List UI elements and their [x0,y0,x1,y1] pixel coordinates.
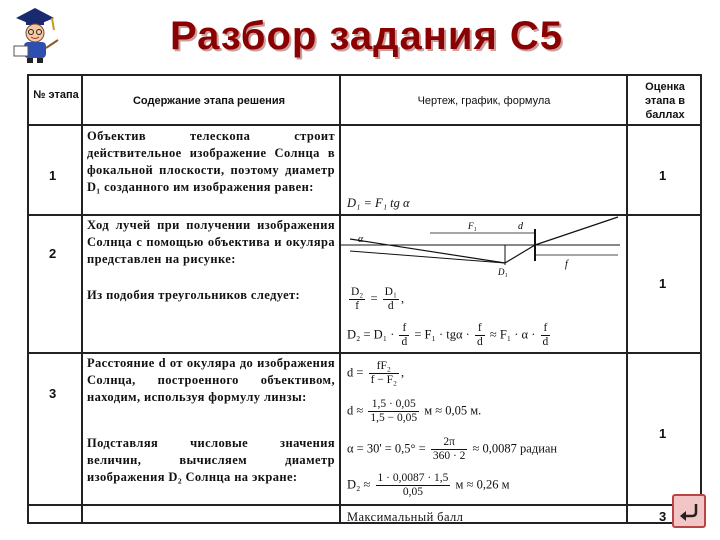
header-score: Оценка этапа в баллах [644,81,685,121]
return-button[interactable] [672,494,706,528]
light-ray [505,245,535,263]
header-num: № этапа [33,89,79,101]
column-divider [339,76,341,522]
column-divider [81,76,83,522]
page-title: Разбор задания С5 [170,14,564,58]
row-2-text: Ход лучей при получении изображения Солнца с помощью объектива и окуляра представлен на рисунке: [87,218,335,266]
row-3-text: Расстояние d от окуляра до изображения Солнца, построенного объективом, находим, используя формулу линзы: [87,356,335,404]
formula-lens: d = $\frac{\text{fF₂}}{\text{f − F₂}}$ , [347,360,405,386]
f1-label: F₁ [468,221,477,231]
max-score-label: Максимальный балл [347,510,464,524]
row-3-score: 1 [659,426,667,441]
formula-d2-value: D₂ ≈ $\frac{1 \cdot 0,0087 \cdot 1,5}{0,05}$ м ≈ 0,26 м [347,472,510,498]
row-2-num: 2 [49,246,57,261]
professor-mascot-icon [8,4,62,64]
light-ray [350,251,505,263]
formula-d-value: d ≈ $\frac{1,5 \cdot 0,05}{1,5 - 0,05}$ м ≈ 0,05 м. [347,398,482,424]
row-divider [29,504,700,506]
formula-similar: $\frac{\text{D₂}}{f}$ = $\frac{\text{D₁}}{d}$ , [351,286,405,312]
solution-table [27,74,702,524]
row-1-text: Объектив телескопа строит действительное изображение Солнца в фокальной плоскости, поэтому диаметр D₁ созданного им изображения равен: [87,129,335,194]
alpha-label: α [358,234,364,245]
header-content: Содержание этапа решения [132,95,286,107]
light-ray [350,239,505,263]
light-ray [535,217,618,245]
d1-label: D₁ [498,267,508,277]
formula-d1: D₁ = F₁ tg α [347,196,410,210]
formula-alpha: α = 30' = 0,5° = $\frac{2\pi}{360 \cdot 2}$ ≈ 0,0087 радиан [347,436,558,462]
header-drawing: Чертеж, график, формула [417,95,551,107]
row-3-num: 3 [49,386,57,401]
row-3-text-substitute: Подставляя числовые значения величин, вычисляем диаметр изображения D₂ Солнца на экране: [87,436,335,484]
row-2-text-similar: Из подобия треугольников следует: [87,288,301,302]
max-score: 3 [659,509,667,524]
formula-d2-general: D₂ = D₁ · $\frac{f}{d}$ = F₁ · tgα · $\frac{f}{d}$ ≈ F₁ · α · $\frac{f}{d}$ [347,322,549,348]
row-divider [29,124,700,126]
column-divider [626,76,628,522]
f-label: f [565,259,568,270]
row-2-score: 1 [659,276,667,291]
row-divider [29,352,700,354]
return-arrow-icon [678,500,700,522]
row-1-score: 1 [659,168,667,183]
row-1-num: 1 [49,168,57,183]
ray-diagram [340,215,625,280]
d-label: d [518,221,523,232]
